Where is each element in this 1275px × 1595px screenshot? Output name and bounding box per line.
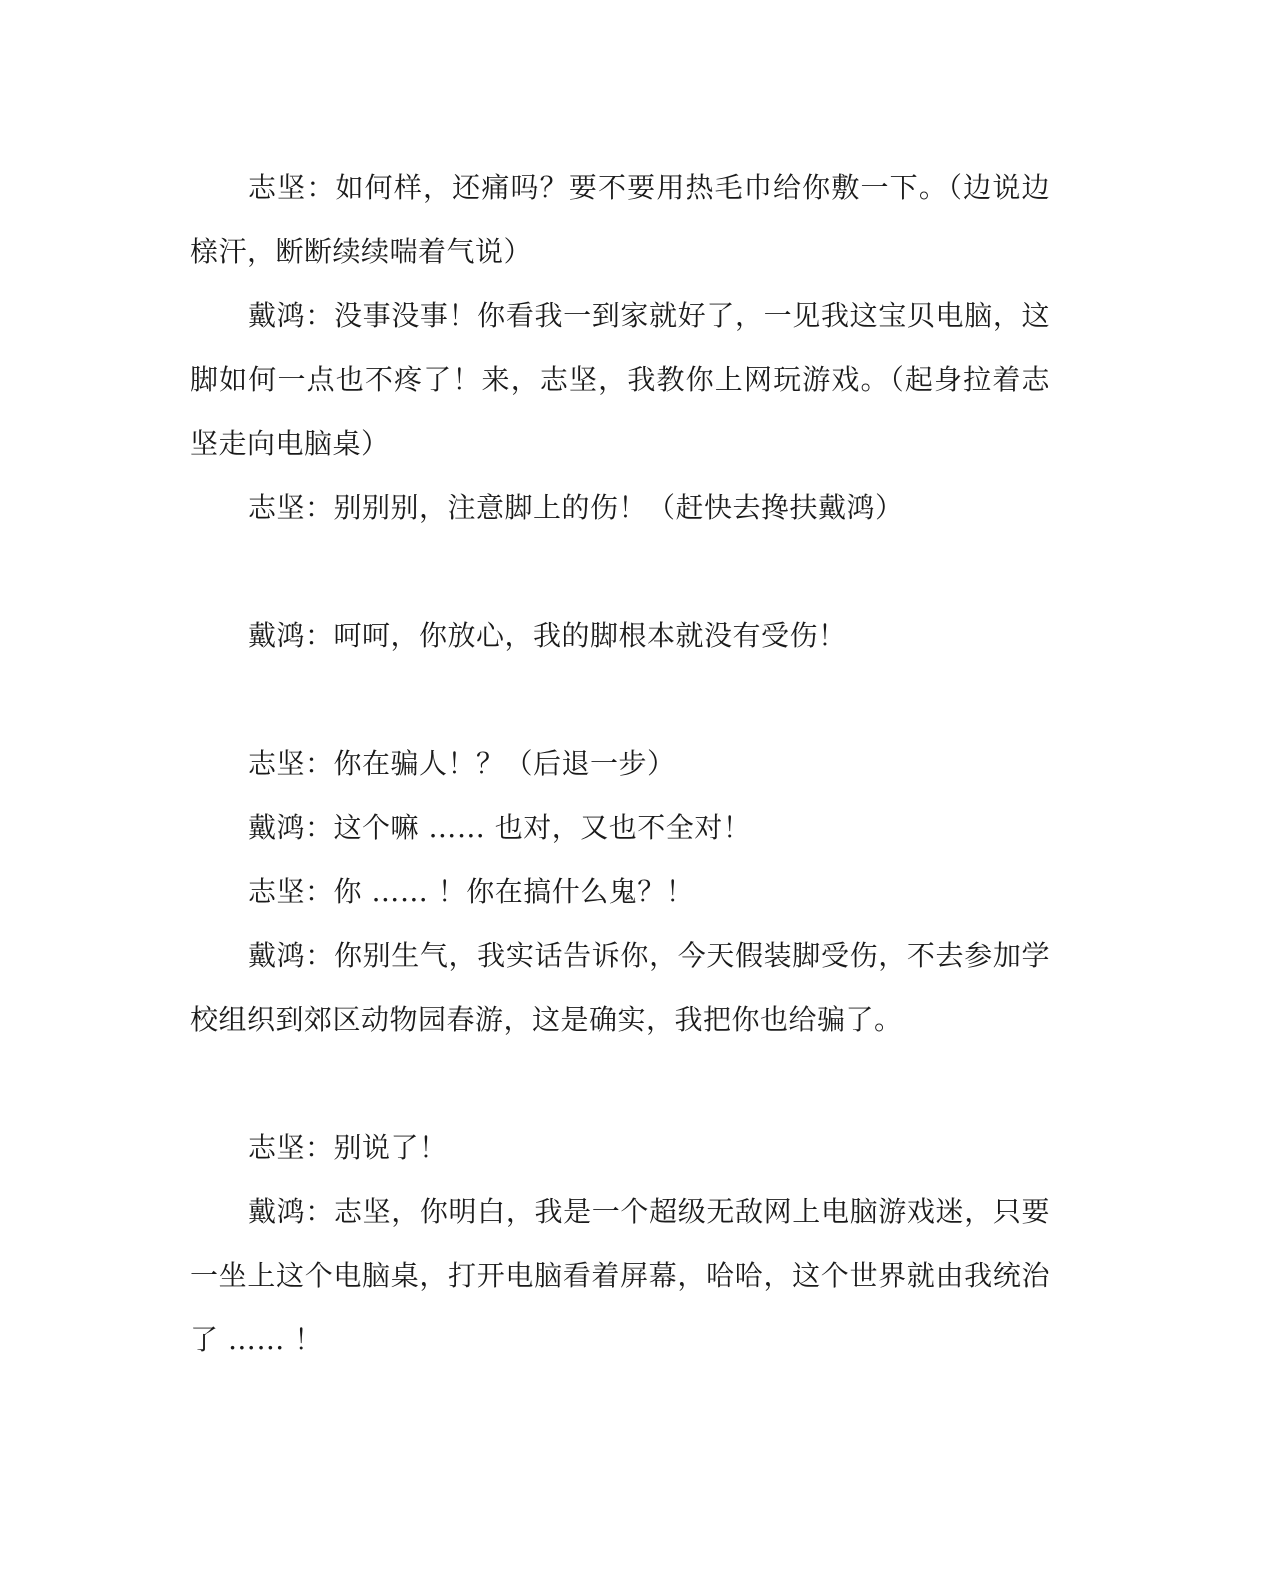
dialogue-paragraph: 戴鸿：呵呵，你放心，我的脚根本就没有受伤！: [248, 619, 847, 652]
dialogue-paragraph: 志坚：别别别，注意脚上的伤！（赶快去搀扶戴鸿）: [248, 491, 904, 524]
dialogue-paragraph: 戴鸿：你别生气，我实话告诉你，今天假装脚受伤，不去参加学校组织到郊区动物园春游，这是确实，我把你也给骗了。: [190, 939, 1050, 1036]
dialogue-paragraph: 戴鸿：这个嘛 …… 也对，又也不全对！: [248, 811, 752, 844]
dialogue-paragraph: 戴鸿：志坚，你明白，我是一个超级无敌网上电脑游戏迷，只要一坐上这个电脑桌，打开电脑看着屏幕，哈哈，这个世界就由我统治了 …… ！: [190, 1195, 1050, 1356]
dialogue-paragraph: 志坚：你 …… ！你在搞什么鬼？！: [248, 875, 695, 908]
dialogue-paragraph: 志坚：如何样，还痛吗？要不要用热毛巾给你敷一下。（边说边榇汗，断断续续喘着气说）: [190, 171, 1050, 268]
dialogue-paragraph: 志坚：你在骗人！？（后退一步）: [248, 747, 676, 780]
dialogue-paragraph: 戴鸿：没事没事！你看我一到家就好了，一见我这宝贝电脑，这脚如何一点也不疼了！来，志坚，我教你上网玩游戏。（起身拉着志坚走向电脑桌）: [190, 299, 1050, 460]
dialogue-paragraph: 志坚：别说了！: [248, 1131, 448, 1164]
